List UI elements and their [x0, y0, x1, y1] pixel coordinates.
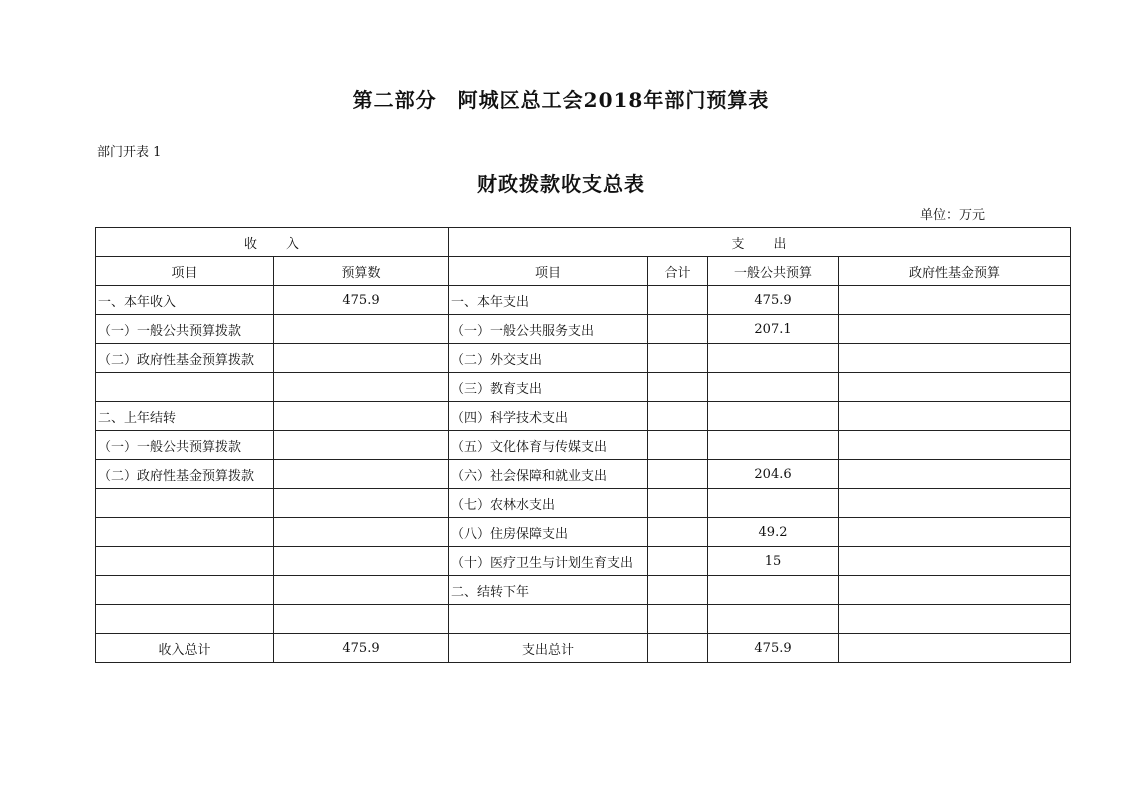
expense-total-cell: [648, 489, 708, 518]
totals-row: [96, 634, 1071, 663]
expense-general-cell: [708, 344, 839, 373]
expense-item-cell: （八）住房保障支出: [449, 518, 648, 547]
expense-fund-cell: [839, 315, 1071, 344]
expense-general-cell: [708, 373, 839, 402]
expense-item-cell: （四）科学技术支出: [449, 402, 648, 431]
expense-total-cell: [648, 518, 708, 547]
expense-item-cell: （十）医疗卫生与计划生育支出: [449, 547, 648, 576]
expense-total-cell: [648, 547, 708, 576]
income-item-cell: [96, 547, 274, 576]
expense-general-cell: [708, 605, 839, 634]
expense-section-header: 支 出: [449, 228, 1071, 257]
expense-fund-cell: [839, 373, 1071, 402]
total-expense-general: 475.9: [708, 634, 839, 663]
expense-fund-cell: [839, 489, 1071, 518]
expense-item-cell: [449, 605, 648, 634]
table-title: 财政拨款收支总表: [477, 172, 645, 196]
expense-total-header: 合计: [648, 257, 708, 286]
expense-item-header: 项目: [449, 257, 648, 286]
table-row: [96, 402, 1071, 431]
expense-total-cell: [648, 286, 708, 315]
expense-total-cell: [648, 402, 708, 431]
expense-general-cell: [708, 489, 839, 518]
income-budget-cell: [274, 402, 449, 431]
expense-total-cell: [648, 344, 708, 373]
expense-general-cell: 49.2: [708, 518, 839, 547]
income-budget-cell: [274, 431, 449, 460]
column-header-row: [96, 257, 1071, 286]
expense-general-cell: 475.9: [708, 286, 839, 315]
expense-fund-cell: [839, 431, 1071, 460]
expense-general-cell: [708, 402, 839, 431]
income-item-cell: [96, 489, 274, 518]
total-expense-total: [648, 634, 708, 663]
income-budget-cell: [274, 576, 449, 605]
expense-general-header: 一般公共预算: [708, 257, 839, 286]
expense-fund-cell: [839, 605, 1071, 634]
income-item-cell: （二）政府性基金预算拨款: [96, 460, 274, 489]
table-row: [96, 315, 1071, 344]
income-section-header: 收 入: [96, 228, 449, 257]
expense-fund-cell: [839, 460, 1071, 489]
expense-fund-header: 政府性基金预算: [839, 257, 1071, 286]
table-row: [96, 344, 1071, 373]
expense-item-cell: （一）一般公共服务支出: [449, 315, 648, 344]
table-row: [96, 489, 1071, 518]
income-item-cell: 一、本年收入: [96, 286, 274, 315]
expense-total-cell: [648, 576, 708, 605]
table-row: [96, 518, 1071, 547]
unit-label: 单位：万元: [920, 208, 986, 223]
income-budget-cell: [274, 373, 449, 402]
expense-fund-cell: [839, 402, 1071, 431]
total-expense-label: 支出总计: [449, 634, 648, 663]
expense-item-cell: 二、结转下年: [449, 576, 648, 605]
expense-item-cell: （七）农林水支出: [449, 489, 648, 518]
expense-total-cell: [648, 460, 708, 489]
expense-item-cell: （二）外交支出: [449, 344, 648, 373]
section-header-row: [96, 228, 1071, 257]
expense-fund-cell: [839, 518, 1071, 547]
income-item-cell: [96, 605, 274, 634]
expense-fund-cell: [839, 547, 1071, 576]
page-title: 第二部分 阿城区总工会2018年部门预算表: [352, 88, 770, 112]
total-income-label: 收入总计: [96, 634, 274, 663]
expense-general-cell: [708, 431, 839, 460]
doc-code: 部门开表 1: [97, 145, 162, 160]
income-budget-cell: 475.9: [274, 286, 449, 315]
budget-table: [95, 227, 1071, 663]
income-budget-cell: [274, 518, 449, 547]
total-expense-fund: [839, 634, 1071, 663]
income-item-cell: [96, 576, 274, 605]
income-budget-header: 预算数: [274, 257, 449, 286]
income-item-cell: （二）政府性基金预算拨款: [96, 344, 274, 373]
income-item-header: 项目: [96, 257, 274, 286]
income-budget-cell: [274, 344, 449, 373]
income-budget-cell: [274, 605, 449, 634]
expense-fund-cell: [839, 576, 1071, 605]
table-row: [96, 373, 1071, 402]
income-budget-cell: [274, 547, 449, 576]
income-item-cell: 二、上年结转: [96, 402, 274, 431]
income-item-cell: （一）一般公共预算拨款: [96, 315, 274, 344]
table-row: [96, 431, 1071, 460]
expense-item-cell: （五）文化体育与传媒支出: [449, 431, 648, 460]
expense-general-cell: 204.6: [708, 460, 839, 489]
expense-total-cell: [648, 373, 708, 402]
income-item-cell: [96, 518, 274, 547]
expense-fund-cell: [839, 286, 1071, 315]
table-row: [96, 547, 1071, 576]
table-row: [96, 576, 1071, 605]
expense-fund-cell: [839, 344, 1071, 373]
expense-item-cell: 一、本年支出: [449, 286, 648, 315]
expense-total-cell: [648, 315, 708, 344]
expense-general-cell: 207.1: [708, 315, 839, 344]
income-budget-cell: [274, 315, 449, 344]
expense-item-cell: （六）社会保障和就业支出: [449, 460, 648, 489]
income-budget-cell: [274, 460, 449, 489]
expense-total-cell: [648, 431, 708, 460]
table-row: [96, 605, 1071, 634]
income-budget-cell: [274, 489, 449, 518]
expense-item-cell: （三）教育支出: [449, 373, 648, 402]
expense-general-cell: [708, 576, 839, 605]
income-item-cell: （一）一般公共预算拨款: [96, 431, 274, 460]
table-row: [96, 286, 1071, 315]
income-item-cell: [96, 373, 274, 402]
expense-general-cell: 15: [708, 547, 839, 576]
total-income-value: 475.9: [274, 634, 449, 663]
table-row: [96, 460, 1071, 489]
expense-total-cell: [648, 605, 708, 634]
